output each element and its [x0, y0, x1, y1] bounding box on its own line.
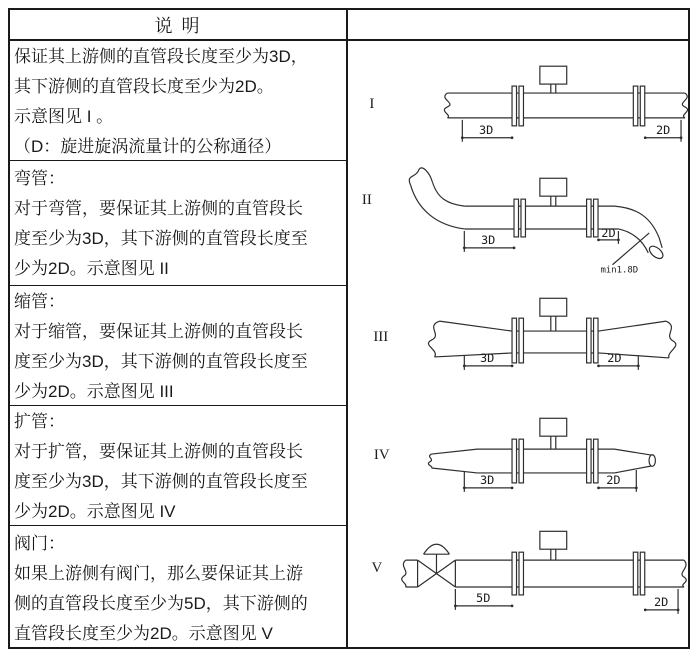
notes-column	[10, 41, 348, 647]
diagram-reducer-pipe	[348, 286, 688, 406]
diagram-label-1: I	[369, 95, 375, 112]
pipe	[444, 93, 687, 118]
dimension-upstream	[463, 472, 514, 492]
note-line: 如果上游侧有阀门，那么要保证其上游	[14, 564, 303, 583]
dim-label-downstream: 2D	[653, 594, 669, 609]
dim-label-downstream: 2D	[606, 472, 621, 487]
pipe	[428, 321, 675, 358]
bend-radius-label: min1.8D	[600, 265, 639, 276]
flange-upstream	[512, 86, 523, 126]
flange-downstream	[587, 439, 598, 483]
flange-upstream	[514, 199, 525, 237]
flowmeter-transmitter	[540, 531, 567, 560]
note-line: 保证其上游侧的直管段长度至少为3D，	[14, 47, 308, 66]
note-line: 度至少为3D，其下游侧的直管段长度至	[14, 229, 308, 248]
note-expander-pipe	[10, 406, 346, 526]
flange-upstream	[512, 318, 523, 363]
note-line: （D：旋进旋涡流量计的公称通径）	[14, 137, 282, 156]
flange-downstream	[587, 318, 598, 363]
flange-downstream	[587, 199, 598, 237]
flowmeter-transmitter	[540, 178, 567, 206]
note-line: 对于扩管，要保证其上游侧的直管段长	[14, 442, 303, 461]
pipe-open-end	[649, 455, 655, 467]
diagram-header-cell	[348, 10, 688, 39]
diagram-expander-pipe	[348, 406, 688, 526]
note-line: 缩管：	[14, 292, 65, 311]
note-line: 示意图见 I 。	[14, 107, 114, 126]
flange-upstream	[512, 439, 523, 483]
pipe-break-right	[682, 93, 687, 118]
note-line: 侧的直管段长度至少为5D，其下游侧的	[14, 594, 308, 613]
dim-label-upstream: 3D	[481, 232, 496, 247]
note-reducer-pipe	[10, 286, 346, 406]
note-line: 度至少为3D，其下游侧的直管段长度至	[14, 472, 308, 491]
note-line: 度至少为3D，其下游侧的直管段长度至	[14, 352, 308, 371]
note-line: 其下游侧的直管段长度至少为2D。	[14, 77, 274, 96]
pipe-break-left	[428, 454, 431, 468]
note-line: 少为2D。示意图见 IV	[14, 502, 176, 521]
note-line: 阀门：	[14, 534, 65, 553]
table-header-row	[10, 10, 688, 41]
dimension-downstream	[644, 589, 680, 614]
dim-label-downstream: 2D	[655, 122, 671, 137]
note-line: 直管段长度至少为2D。示意图见 V	[14, 624, 273, 643]
pipe-break-left	[444, 93, 450, 118]
pipe-break-left	[402, 560, 406, 587]
pipe	[455, 560, 686, 587]
flowmeter-transmitter	[540, 298, 567, 331]
pipe-break-right	[682, 560, 686, 587]
explanation-header-label: 说 明	[154, 15, 202, 36]
pipe-break-top	[409, 168, 432, 185]
note-line: 对于缩管，要保证其上游侧的直管段长	[14, 322, 303, 341]
valve-handle	[424, 544, 450, 554]
note-valve	[10, 526, 346, 647]
note-straight-pipe	[10, 41, 346, 161]
dim-label-upstream: 3D	[479, 122, 494, 137]
valve-icon	[402, 544, 456, 587]
diagram-label-3: III	[373, 329, 389, 346]
note-elbow-pipe	[10, 161, 346, 286]
diagrams-column	[348, 41, 688, 647]
diagram-label-5: V	[371, 560, 383, 577]
pipe	[428, 449, 655, 473]
pipe-open-end	[647, 244, 665, 261]
flange-downstream	[633, 86, 644, 126]
diagram-valve-pipe	[348, 526, 688, 643]
note-line: 少为2D。示意图见 III	[14, 382, 174, 401]
dim-label-downstream: 2D	[607, 350, 622, 365]
flowmeter-transmitter	[540, 418, 567, 449]
elbow-down-right	[614, 206, 662, 248]
dim-label-upstream: 3D	[480, 350, 495, 365]
dim-label-upstream: 5D	[476, 590, 491, 605]
diagram-elbow-pipe	[348, 161, 688, 286]
diagram-label-2: II	[361, 192, 372, 209]
dim-label-upstream: 3D	[480, 472, 495, 487]
dimension-upstream	[463, 231, 515, 252]
note-line: 少为2D。示意图见 II	[14, 259, 169, 278]
note-line: 对于弯管，要保证其上游侧的直管段长	[14, 199, 303, 218]
note-line: 扩管：	[14, 412, 65, 431]
pipe	[409, 168, 665, 261]
requirements-table	[8, 8, 690, 649]
flange-downstream	[633, 552, 644, 595]
dim-label-downstream: 2D	[601, 225, 616, 240]
pipe-break-left	[428, 321, 439, 357]
dimension-downstream	[644, 120, 683, 142]
explanation-header-cell	[10, 10, 348, 39]
table-body	[10, 41, 688, 647]
note-line: 弯管：	[14, 169, 65, 188]
flowmeter-transmitter	[540, 66, 567, 93]
dimension-upstream	[461, 120, 513, 142]
dimension-upstream	[454, 589, 513, 610]
diagram-label-4: IV	[373, 447, 390, 464]
diagram-straight-pipe	[348, 41, 688, 161]
flange-upstream	[512, 552, 523, 595]
pipe-break-right	[666, 321, 676, 358]
